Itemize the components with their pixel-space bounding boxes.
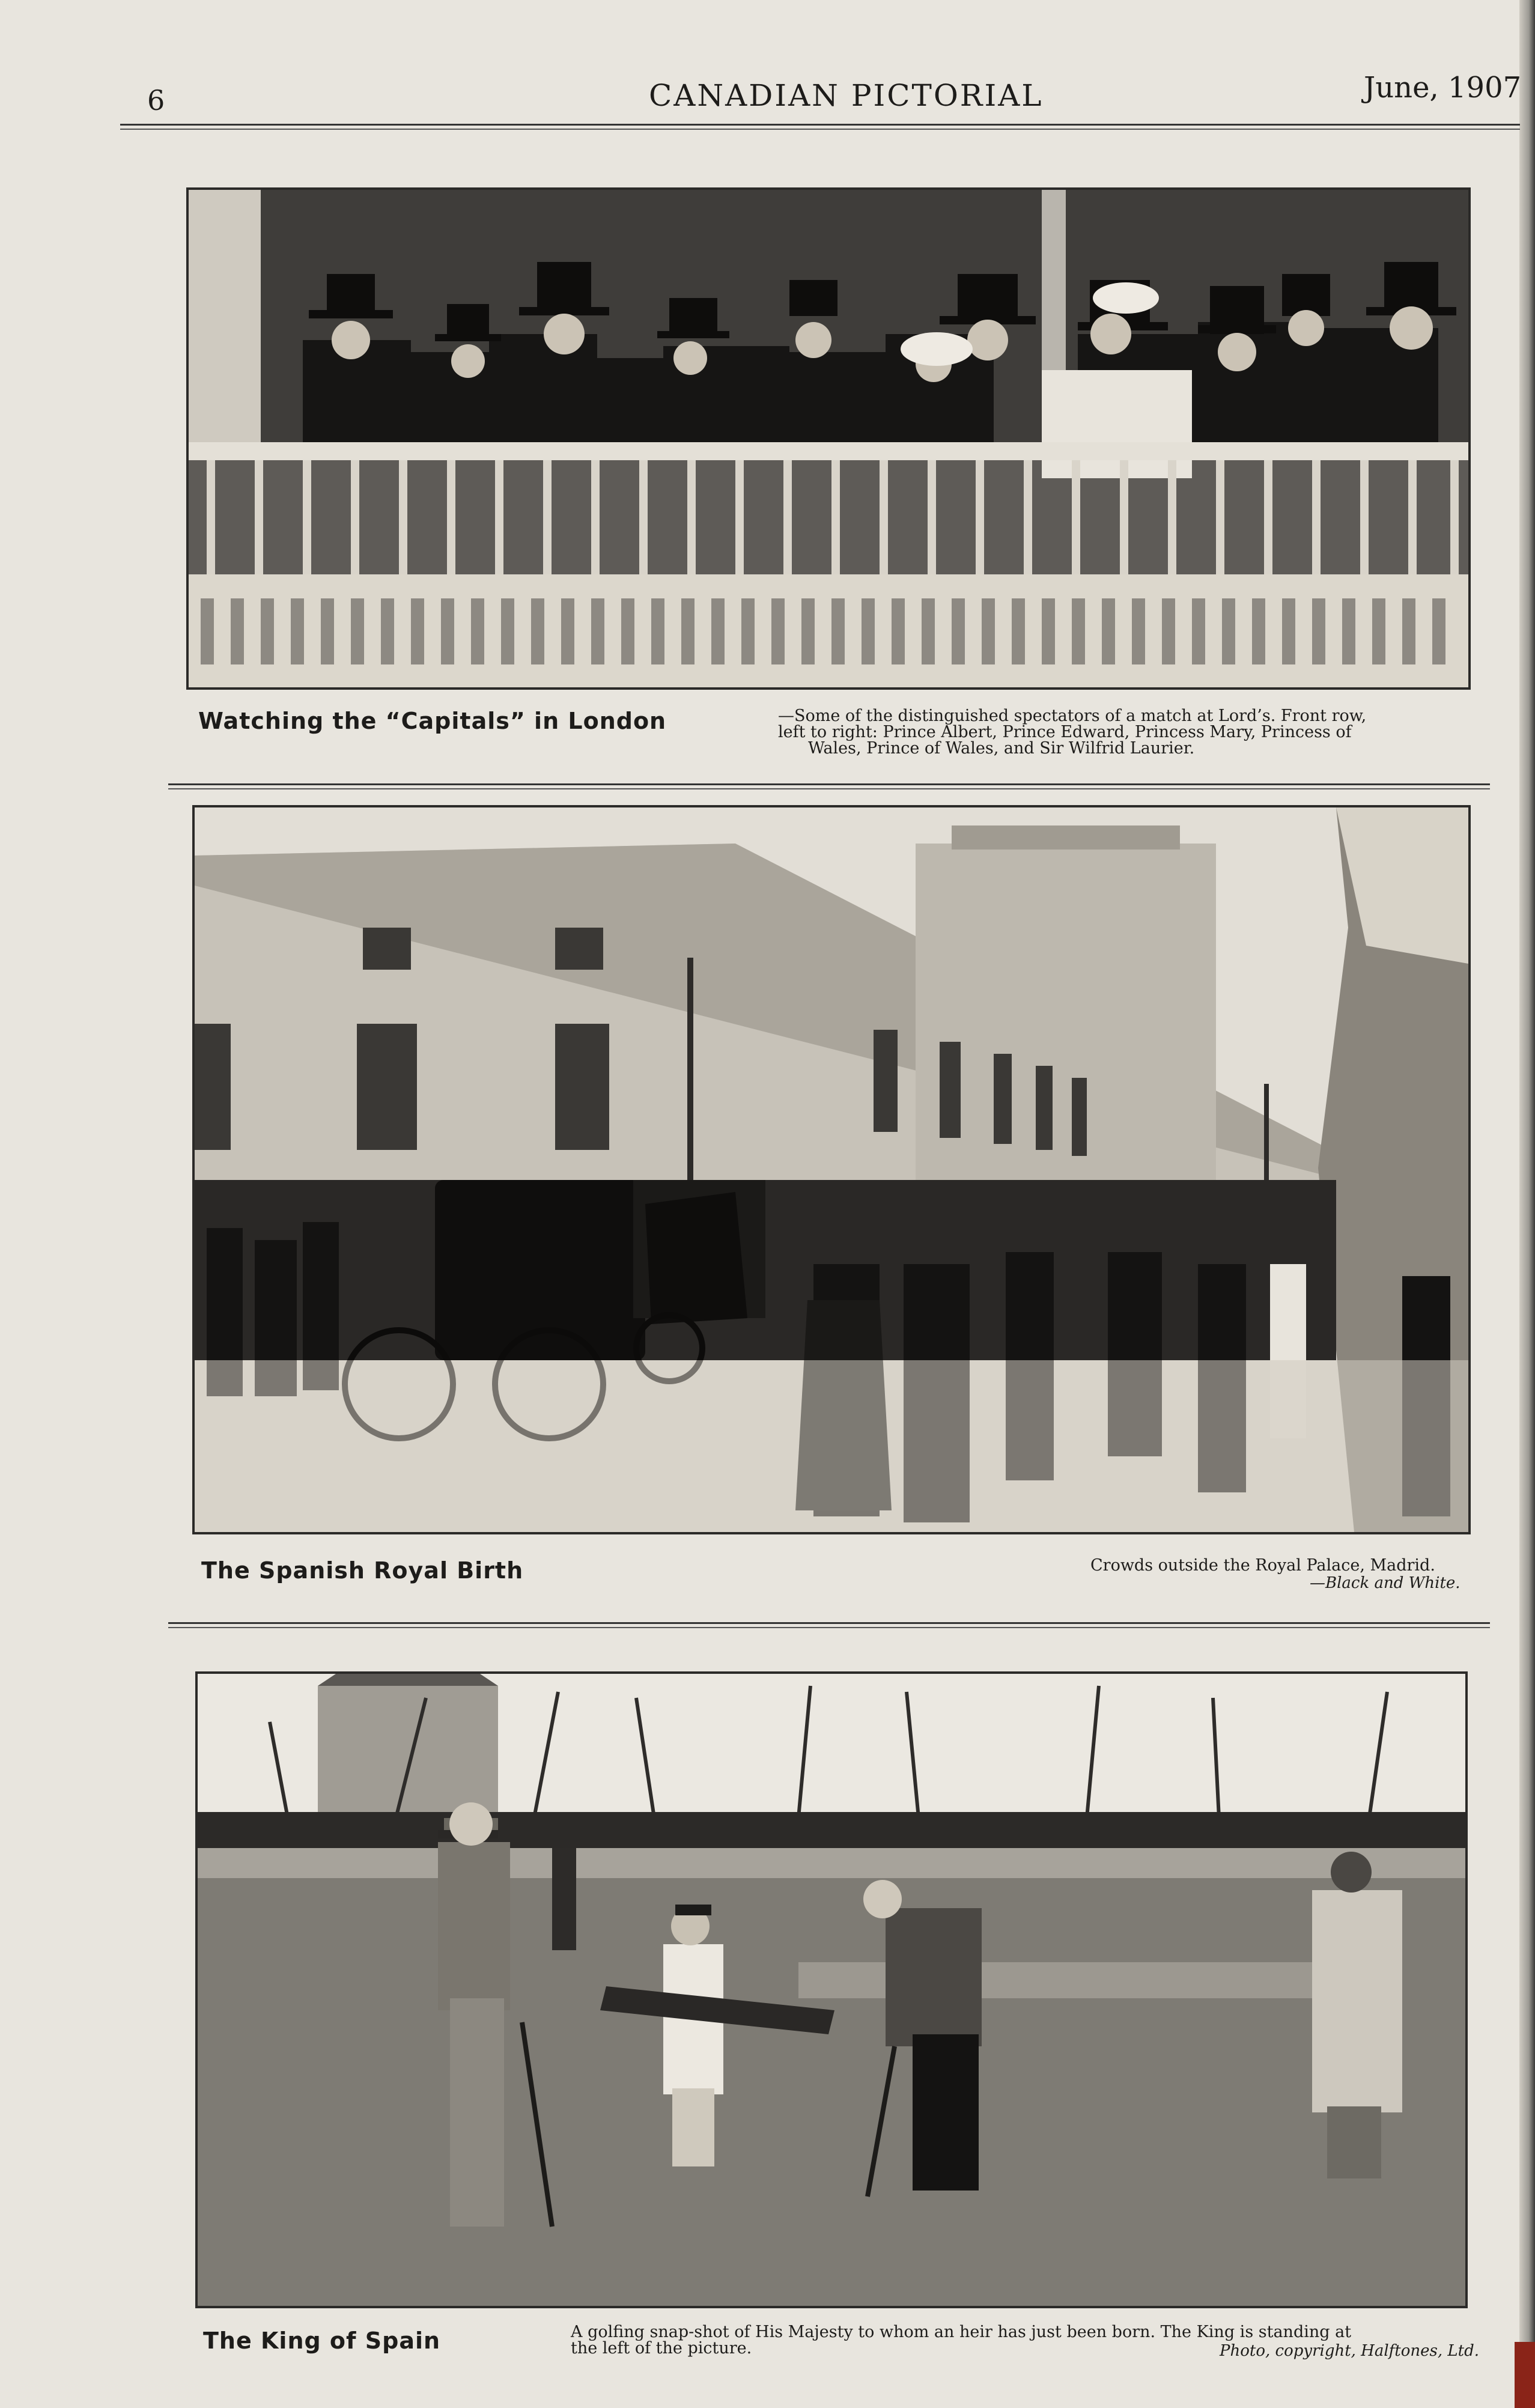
issue-date: June, 1907: [1364, 71, 1522, 105]
binding-edge: [1515, 2342, 1535, 2408]
photo-king-golfing: [195, 1671, 1468, 2308]
page-number: 6: [147, 84, 165, 117]
caption-line: the left of the picture.: [571, 2339, 752, 2358]
caption-line: left to right: Prince Albert, Prince Edward, Princess Mary, Princess of: [778, 723, 1352, 741]
palace-crowd-illustration: [195, 807, 1468, 1532]
header-rule: [120, 124, 1520, 130]
photo-2-title: The Spanish Royal Birth: [201, 1557, 524, 1584]
golf-illustration: [198, 1674, 1465, 2306]
photo-madrid-palace: [192, 805, 1471, 1534]
section-rule: [168, 783, 1490, 789]
section-rule: [168, 1622, 1490, 1628]
photo-3-title: The King of Spain: [203, 2327, 441, 2354]
photo-1-caption: [778, 708, 1475, 756]
spectators-illustration: [189, 190, 1468, 687]
page-header: [0, 0, 1535, 144]
magazine-title: CANADIAN PICTORIAL: [649, 78, 1044, 113]
caption-line: Wales, Prince of Wales, and Sir Wilfrid Laurier.: [808, 739, 1195, 758]
page-edge: [1519, 0, 1535, 2408]
caption-line: Crowds outside the Royal Palace, Madrid.: [1090, 1556, 1435, 1575]
photo-lords-spectators: [186, 187, 1471, 690]
photo-3-credit: Photo, copyright, Halftones, Ltd.: [1220, 2342, 1480, 2360]
photo-2-credit: —Black and White.: [1310, 1574, 1461, 1592]
photo-1-title: Watching the “Capitals” in London: [198, 708, 667, 734]
photo-2-caption: [1090, 1557, 1475, 1573]
caption-line: A golfing snap-shot of His Majesty to whom an heir has just been born. The King is standing at: [571, 2323, 1352, 2341]
caption-line: —Some of the distinguished spectators of a match at Lord’s. Front row,: [778, 707, 1367, 725]
